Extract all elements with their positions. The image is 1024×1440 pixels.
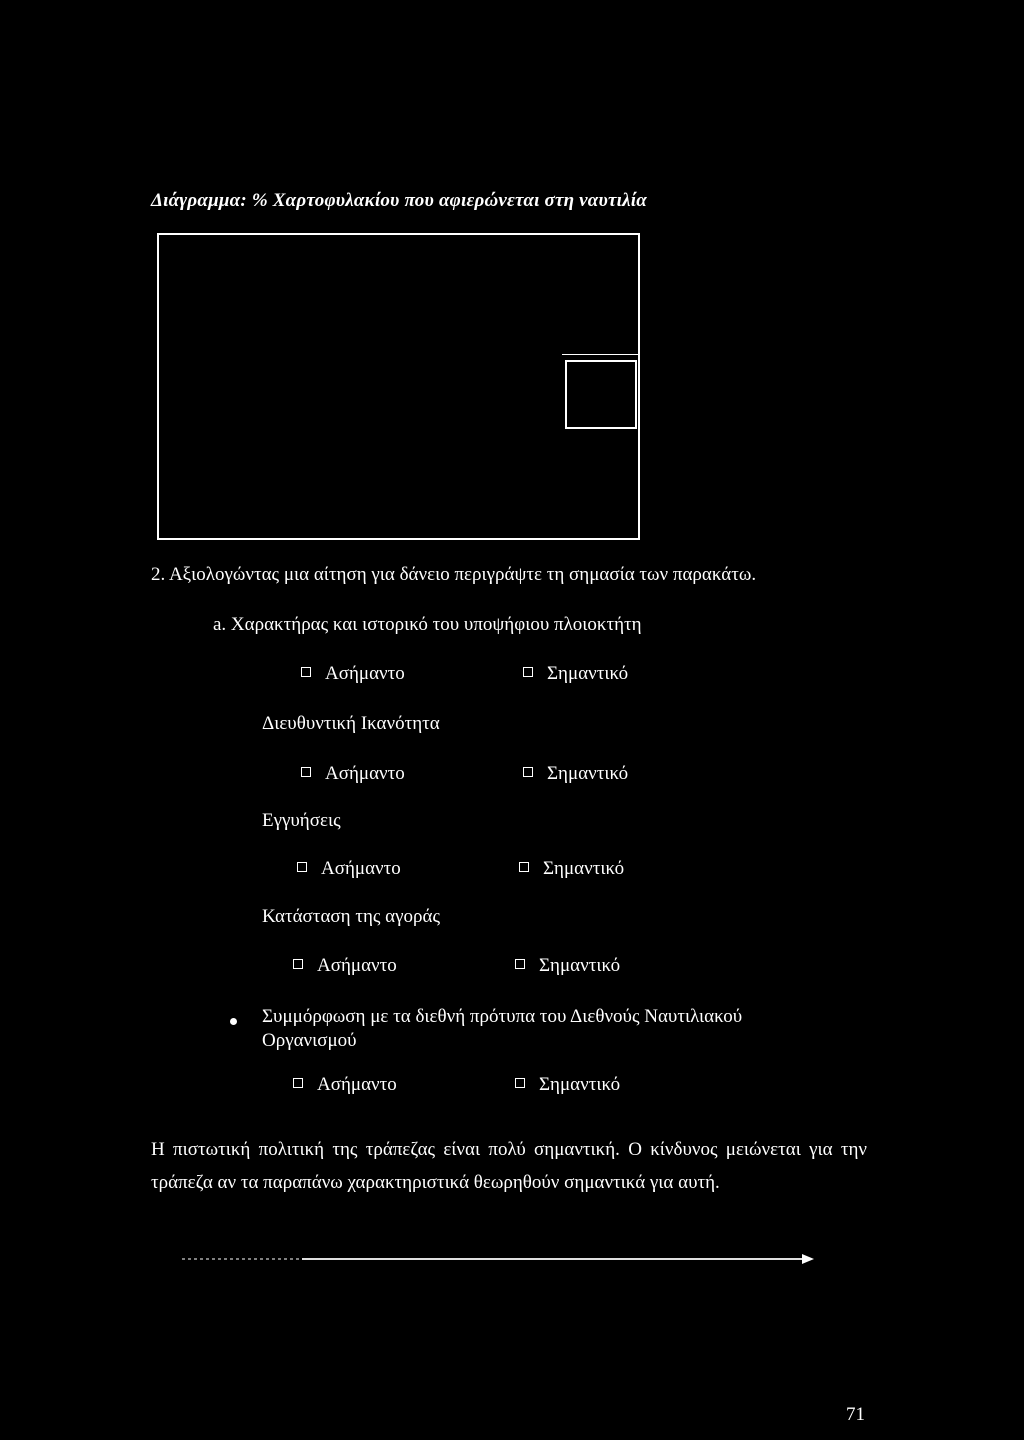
criterion-guarantees: Εγγυήσεις (262, 810, 341, 831)
option-label-low: Ασήμαντο (317, 1074, 397, 1095)
option-label-high: Σημαντικό (543, 858, 625, 879)
chart-bar (565, 360, 637, 429)
option-row-character-high (523, 663, 628, 685)
criterion-compliance-line1: Συμμόρφωση με τα διεθνή πρότυπα του Διεθνούς Ναυτιλιακού (262, 1006, 743, 1027)
option-label-high: Σημαντικό (539, 955, 621, 976)
chart-frame (157, 233, 640, 540)
checkbox-icon[interactable] (293, 1078, 303, 1088)
criterion-compliance-line2: Οργανισμού (262, 1030, 357, 1051)
checkbox-icon[interactable] (519, 862, 529, 872)
checkbox-icon[interactable] (515, 1078, 525, 1088)
option-label-high: Σημαντικό (547, 763, 629, 784)
option-label-high: Σημαντικό (547, 663, 629, 684)
option-label-low: Ασήμαντο (321, 858, 401, 879)
option-row-management-high (523, 763, 628, 785)
option-row-market-high (515, 955, 620, 977)
option-row-market-low (293, 955, 397, 977)
arrow-line-icon (182, 1252, 822, 1266)
option-row-guarantees-high (519, 858, 624, 880)
checkbox-icon[interactable] (515, 959, 525, 969)
option-row-compliance-low (293, 1074, 397, 1096)
page-number: 71 (846, 1404, 865, 1425)
criterion-management: Διευθυντική Ικανότητα (262, 713, 440, 734)
option-row-compliance-high (515, 1074, 620, 1096)
conclusion-paragraph: Η πιστωτική πολιτική της τράπεζας είναι πολύ σημαντική. Ο κίνδυνος μειώνεται για την τράπεζα αν τα παραπάνω χαρακτηριστικά θεωρηθούν σημαντικά για αυτή. (151, 1139, 867, 1193)
diagram-title: Διάγραμμα: % Χαρτοφυλακίου που αφιερώνεται στη ναυτιλία (151, 190, 647, 211)
question-2: 2. Αξιολογώντας μια αίτηση για δάνειο περιγράψτε τη σημασία των παρακάτω. (151, 564, 757, 585)
option-label-high: Σημαντικό (539, 1074, 621, 1095)
option-row-character-low (301, 663, 405, 685)
option-label-low: Ασήμαντο (325, 763, 405, 784)
option-label-low: Ασήμαντο (325, 663, 405, 684)
checkbox-icon[interactable] (301, 767, 311, 777)
option-label-low: Ασήμαντο (317, 955, 397, 976)
sub-question-a: a. Χαρακτήρας και ιστορικό του υποψήφιου πλοιοκτήτη (213, 614, 642, 635)
checkbox-icon[interactable] (297, 862, 307, 872)
criterion-market: Κατάσταση της αγοράς (262, 906, 440, 927)
chart-bar-cap (562, 354, 638, 355)
checkbox-icon[interactable] (523, 767, 533, 777)
bullet-icon (230, 1012, 237, 1030)
checkbox-icon[interactable] (301, 667, 311, 677)
option-row-guarantees-low (297, 858, 401, 880)
checkbox-icon[interactable] (523, 667, 533, 677)
option-row-management-low (301, 763, 405, 785)
checkbox-icon[interactable] (293, 959, 303, 969)
